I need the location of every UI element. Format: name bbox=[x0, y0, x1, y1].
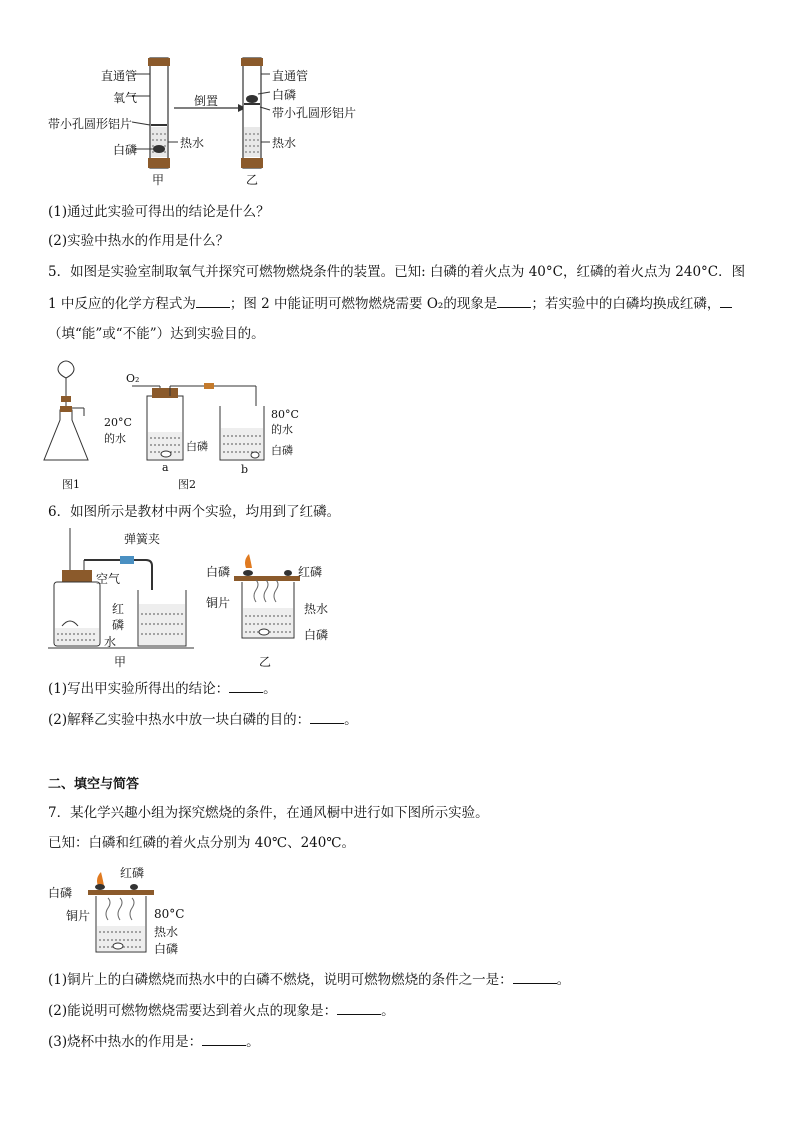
q5-line2: 1 中反应的化学方程式为 ；图 2 中能证明可燃物燃烧需要 O₂的现象是 ；若实验中的白磷均换成红磷， bbox=[48, 291, 758, 317]
q4-sub1: (1)通过此实验可得出的结论是什么？ bbox=[48, 204, 270, 220]
q7-blank-3[interactable] bbox=[202, 1033, 246, 1046]
q6-sub2: (2)解释乙实验中热水中放一块白磷的目的： 。 bbox=[48, 712, 358, 728]
fig1-caption-a: 甲 bbox=[152, 173, 165, 187]
tube-a-top-cap bbox=[148, 58, 170, 66]
q7-sub3: (3)烧杯中热水的作用是： 。 bbox=[48, 1034, 260, 1050]
q7-copper-plate bbox=[88, 890, 154, 895]
q6-cap-a: 甲 bbox=[114, 655, 127, 669]
q5-blank-3[interactable] bbox=[720, 295, 732, 308]
stopcock-1 bbox=[61, 396, 71, 402]
q7-fig-80c: 80°C bbox=[154, 907, 185, 921]
q5-fig-water-a: 的水 bbox=[104, 432, 126, 445]
q7-fig-white-p-bottom: 白磷 bbox=[154, 942, 179, 956]
oxygen-apparatus-figure bbox=[40, 358, 310, 493]
fig1-caption-b: 乙 bbox=[246, 173, 259, 187]
fig1-label-hot-water-a: 热水 bbox=[180, 136, 205, 150]
q7-fig-white-p-top: 白磷 bbox=[48, 886, 73, 900]
q7-blank-1[interactable] bbox=[513, 971, 557, 984]
q5-line3: （填“能”或“不能”）达到实验目的。 bbox=[48, 326, 265, 342]
q5-fig-water-b: 的水 bbox=[271, 423, 293, 436]
conical-flask bbox=[44, 410, 88, 460]
fig1-label-al-plate-b: 带小孔圆形铝片 bbox=[272, 106, 357, 120]
section-title: 二、填空与简答 bbox=[48, 777, 140, 792]
q7-fig-red-p: 红磷 bbox=[120, 866, 145, 880]
fig1-label-tube-a: 直通管 bbox=[101, 69, 138, 83]
q5-fig-white-p-b: 白磷 bbox=[271, 444, 293, 457]
q7-sub1: (1)铜片上的白磷燃烧而热水中的白磷不燃烧，说明可燃物燃烧的条件之一是： 。 bbox=[48, 972, 571, 988]
fig1-arrow-label: 倒置 bbox=[194, 94, 219, 108]
q7-known: 已知：白磷和红磷的着火点分别为 40℃、240℃。 bbox=[48, 835, 355, 851]
white-phosphorus-a bbox=[153, 145, 165, 153]
q5-cap1: 图1 bbox=[62, 478, 80, 491]
fig1-label-al-plate-a: 带小孔圆形铝片 bbox=[48, 117, 133, 131]
q6-fig-copper: 铜片 bbox=[206, 596, 231, 610]
white-phosphorus-b bbox=[246, 95, 258, 103]
q4-sub2: (2)实验中热水的作用是什么？ bbox=[48, 233, 230, 249]
q5-fig-b: b bbox=[241, 463, 249, 476]
fig1-label-white-p-a: 白磷 bbox=[113, 143, 138, 157]
q7-blank-2[interactable] bbox=[337, 1002, 381, 1015]
fig1-label-tube-b: 直通管 bbox=[272, 69, 309, 83]
q6-fig-red-p-b: 磷 bbox=[112, 618, 125, 632]
fig1-label-hot-water-b: 热水 bbox=[272, 136, 297, 150]
q5-fig-white-p-a: 白磷 bbox=[186, 440, 208, 453]
q5-fig-o2: O₂ bbox=[126, 372, 140, 385]
q6-fig-air: 空气 bbox=[96, 572, 121, 586]
q6-fig-red-p: 红磷 bbox=[298, 565, 323, 579]
q5-fig-a: a bbox=[162, 461, 169, 474]
q6-fig-red-p-a: 红 bbox=[112, 602, 125, 616]
q6-blank-2[interactable] bbox=[310, 711, 344, 724]
q5-cap2: 图2 bbox=[178, 478, 196, 491]
q7-fig-hot-water: 热水 bbox=[154, 925, 179, 939]
q6-fig-hot-water: 热水 bbox=[304, 602, 329, 616]
q5-blank-1[interactable] bbox=[196, 295, 230, 308]
q6-fig-water: 水 bbox=[104, 635, 117, 649]
q6-fig-white-p-top: 白磷 bbox=[206, 565, 231, 579]
q7-stem: 7．某化学兴趣小组为探究燃烧的条件，在通风橱中进行如下图所示实验。 bbox=[48, 805, 489, 821]
copper-plate bbox=[234, 576, 300, 581]
fig1-label-white-p-b: 白磷 bbox=[272, 88, 297, 102]
separatory-funnel bbox=[58, 361, 74, 378]
q6-cap-b: 乙 bbox=[259, 655, 272, 669]
q7-sub2: (2)能说明可燃物燃烧需要达到着火点的现象是： 。 bbox=[48, 1003, 395, 1019]
q5-fig-20c: 20°C bbox=[104, 416, 132, 429]
q5-line1: 5．如图是实验室制取氧气并探究可燃物燃烧条件的装置。已知: 白磷的着火点为 40°C，红磷的着火点为 240°C．图 bbox=[48, 264, 746, 280]
q6-fig-white-p-bottom: 白磷 bbox=[304, 628, 329, 642]
q6-stem: 6．如图所示是教材中两个实验，均用到了红磷。 bbox=[48, 504, 341, 520]
q6-blank-1[interactable] bbox=[229, 680, 263, 693]
q7-fig-copper: 铜片 bbox=[66, 909, 91, 923]
tube-a-bottom-cap bbox=[148, 158, 170, 168]
q6-sub1: (1)写出甲实验所得出的结论： 。 bbox=[48, 681, 277, 697]
q6-fig-clip: 弹簧夹 bbox=[124, 532, 161, 546]
q5-blank-2[interactable] bbox=[497, 295, 531, 308]
fig1-label-oxygen: 氧气 bbox=[113, 91, 138, 105]
q5-fig-80c: 80°C bbox=[271, 408, 299, 421]
